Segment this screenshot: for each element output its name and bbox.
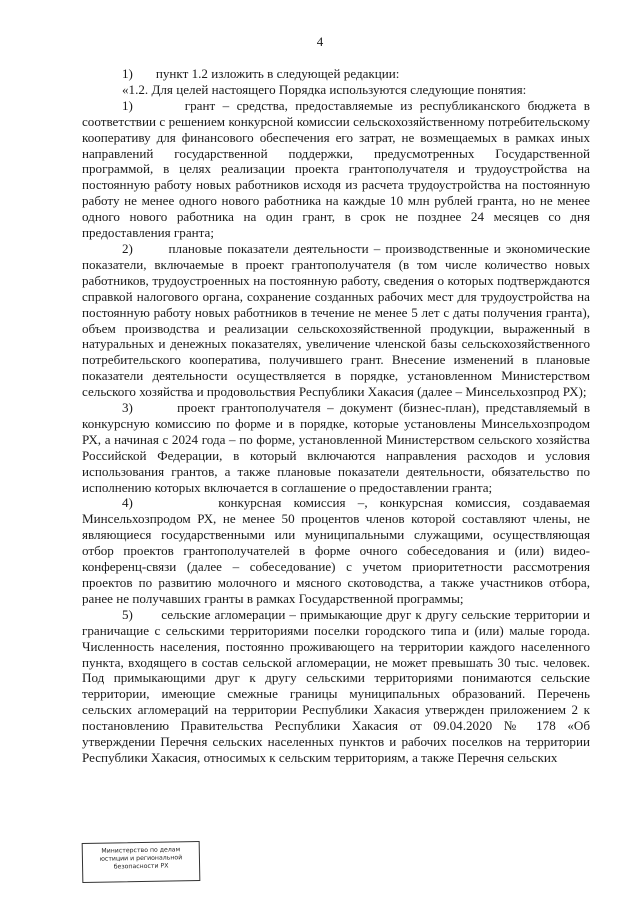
document-body xyxy=(82,66,590,766)
paragraph-grantee-project: 3) проект грантополучателя – документ (бизнес-план), представляемый в конкурсную комиссию по форме и в порядке, которые установлены Минсельхозпродом РХ, а начиная с 2024 года – по форме, установленной Министерством сельского хозяйства Российской Федерации, в который включаются направления расходов и условия использования грантов, а также плановые показатели деятельности, обязательство по исполнению которых включается в соглашение о предоставлении гранта; xyxy=(82,400,590,495)
paragraph-planned-indicators: 2) плановые показатели деятельности – производственные и экономические показатели, включаемые в проект грантополучателя (в том числе количество новых работников, трудоустроенных на постоянную работу, сведения о которых подтверждаются справкой налогового органа, сохранение созданных рабочих мест для трудоустройства на постоянную работу новых работников в течение не менее 5 лет с даты получения гранта), объем производства и реализации сельскохозяйственной продукции, выраженный в натуральных и денежных показателях, увеличение членской базы сельскохозяйственного потребительского кооператива, получившего грант. Внесение изменений в плановые показатели деятельности осуществляется в порядке, установленном Министерством сельского хозяйства и продовольствия Республики Хакасия (далее – Минсельхозпрод РХ); xyxy=(82,240,590,400)
ministry-stamp xyxy=(82,841,201,883)
paragraph-item-1-intro: 1) пункт 1.2 изложить в следующей редакции: xyxy=(122,66,400,81)
paragraph-competition-commission: 4) конкурсная комиссия –, конкурсная комиссия, создаваемая Минсельхозпродом РХ, не менее 50 процентов членов которой составляют члены, не являющиеся государственными или муниципальными служащими, осуществляющая отбор проектов грантополучателей в форме очного собеседования и (или) видео-конференц-связи (далее – собеседование) с учетом приоритетности рассмотрения проектов по развитию молочного и мясного скотоводства, а также участников отбора, ранее не получавших гранты в рамках Государственной программы; xyxy=(82,495,590,606)
paragraph-definitions-intro: «1.2. Для целей настоящего Порядка используются следующие понятия: xyxy=(122,81,527,97)
paragraph-grant-definition: 1) грант – средства, предоставляемые из республиканского бюджета в соответствии с решением конкурсной комиссии сельскохозяйственному потребительскому кооперативу для финансового обеспечения его затрат, не возмещаемых в рамках иных направлений государственной поддержки, предусмотренных Государственной программой, в целях реализации проекта грантополучателя и трудоустройства на постоянную работу новых работников исходя из расчета трудоустройства на постоянную работу не менее одного нового работника на каждые 10 млн рублей гранта, но не менее одного нового работника на один грант, в срок не позднее 24 месяцев со дня предоставления гранта; xyxy=(82,97,590,241)
stamp-line-3: безопасности РХ xyxy=(113,862,169,871)
stamp-line-1: Министерство по делам xyxy=(101,846,181,855)
page-number: 4 xyxy=(316,34,324,49)
paragraph-rural-agglomerations: 5) сельские агломерации – примыкающие друг к другу сельские территории и граничащие с сельскими территориями поселки городского типа и (или) малые города. Численность населения, постоянно проживающего на территории каждого населенного пункта, входящего в состав сельской агломерации, не может превышать 30 тыс. человек. Под примыкающими друг к другу сельскими территориями понимаются сельские территории, имеющие смежные границы муниципальных образований. Перечень сельских агломераций на территории Республики Хакасия утвержден приложением 2 к постановлению Правительства Республики Хакасия от 09.04.2020 № 178 «Об утверждении Перечня сельских населенных пунктов и рабочих поселков на территории Республики Хакасия, относимых к сельским территориям, а также Перечня сельских xyxy=(82,606,590,765)
stamp-line-2: юстиции и региональной xyxy=(99,854,183,863)
